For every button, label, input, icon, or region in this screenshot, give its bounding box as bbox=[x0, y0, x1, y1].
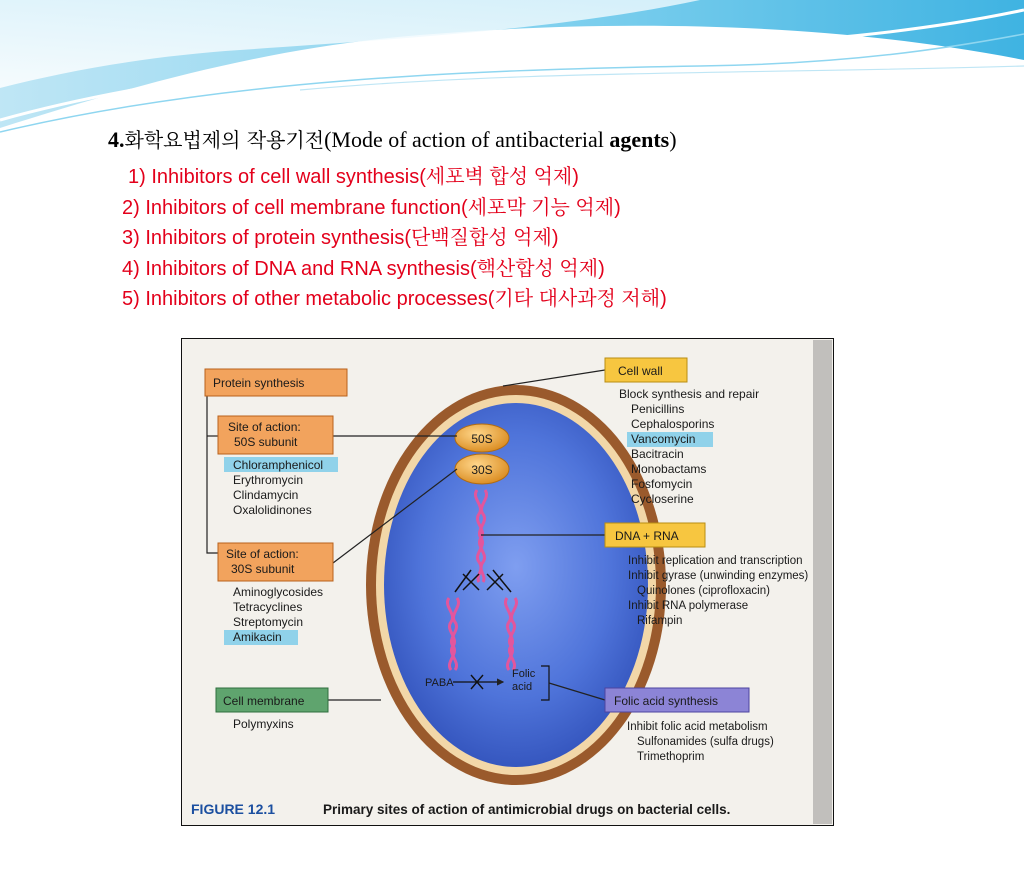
drug-wall-0: Penicillins bbox=[631, 402, 685, 416]
dna-rna-label: DNA + RNA bbox=[615, 529, 679, 543]
folic-acid-synthesis-label: Folic acid synthesis bbox=[614, 694, 719, 708]
drug-wall-1: Cephalosporins bbox=[631, 417, 715, 431]
drug-30s-2: Streptomycin bbox=[233, 615, 304, 629]
dna-line-4: Rifampin bbox=[637, 615, 683, 627]
dna-line-2: Quinolones (ciprofloxacin) bbox=[637, 585, 770, 597]
drug-50s-3: Oxalolidinones bbox=[233, 503, 312, 517]
drug-30s-0: Aminoglycosides bbox=[233, 585, 324, 599]
folic-line-1: Sulfonamides (sulfa drugs) bbox=[637, 736, 774, 748]
list-item: 1) Inhibitors of cell wall synthesis(세포벽 합성 억제) bbox=[128, 166, 579, 188]
drug-50s-0: Chloramphenicol bbox=[233, 458, 324, 472]
dna-line-1: Inhibit gyrase (unwinding enzymes) bbox=[628, 570, 809, 582]
figure-image bbox=[181, 338, 834, 826]
title-number: 4. bbox=[108, 127, 125, 152]
header-wave-decoration bbox=[0, 0, 1024, 140]
drug-wall-3: Bacitracin bbox=[631, 447, 684, 461]
title-english-suffix: ) bbox=[669, 127, 677, 152]
label-30s: 30S bbox=[471, 463, 493, 477]
site-30s-line2: 30S subunit bbox=[231, 562, 295, 576]
list-item: 2) Inhibitors of cell membrane function(세포막 기능 억제) bbox=[122, 196, 621, 219]
folic-acid-label-2: acid bbox=[512, 681, 533, 693]
slide-title bbox=[108, 124, 988, 153]
drug-membrane-0: Polymyxins bbox=[233, 717, 294, 731]
cell-wall-header: Block synthesis and repair bbox=[619, 387, 760, 401]
drug-30s-3: Amikacin bbox=[233, 630, 282, 644]
drug-wall-2: Vancomycin bbox=[631, 432, 696, 446]
folic-line-0: Inhibit folic acid metabolism bbox=[627, 721, 768, 733]
dna-line-0: Inhibit replication and transcription bbox=[628, 555, 803, 567]
drug-wall-6: Cycloserine bbox=[631, 492, 694, 506]
site-50s-line1: Site of action: bbox=[228, 420, 301, 434]
list-item: 3) Inhibitors of protein synthesis(단백질합성 억제) bbox=[122, 227, 559, 249]
drug-30s-1: Tetracyclines bbox=[233, 600, 303, 614]
site-50s-line2: 50S subunit bbox=[234, 435, 298, 449]
cell-membrane-label: Cell membrane bbox=[223, 694, 305, 708]
paba-label: PABA bbox=[425, 677, 454, 689]
antimicrobial-diagram bbox=[181, 338, 834, 826]
inhibitor-list bbox=[122, 162, 667, 315]
protein-synthesis-label: Protein synthesis bbox=[213, 376, 305, 390]
dna-line-3: Inhibit RNA polymerase bbox=[628, 600, 749, 612]
cell-wall-label: Cell wall bbox=[618, 364, 663, 378]
drug-50s-2: Clindamycin bbox=[233, 488, 299, 502]
drug-50s-1: Erythromycin bbox=[233, 473, 304, 487]
list-item: 4) Inhibitors of DNA and RNA synthesis(핵산합성 억제) bbox=[122, 257, 605, 280]
folic-acid-label-1: Folic bbox=[512, 668, 536, 680]
figure-caption-label: FIGURE 12.1 bbox=[191, 801, 276, 817]
list-item: 5) Inhibitors of other metabolic processes(기타 대사과정 저해) bbox=[122, 288, 667, 310]
title-korean: 화학요법제의 작용기전 bbox=[124, 128, 325, 152]
folic-line-2: Trimethoprim bbox=[637, 751, 705, 763]
drug-wall-5: Fosfomycin bbox=[631, 477, 693, 491]
drug-wall-4: Monobactams bbox=[631, 462, 707, 476]
figure-caption-text: Primary sites of action of antimicrobial drugs on bacterial cells. bbox=[323, 802, 731, 817]
title-english-bold: agents bbox=[609, 127, 670, 152]
label-50s: 50S bbox=[471, 432, 493, 446]
title-english: (Mode of action of antibacterial bbox=[324, 127, 610, 152]
site-30s-line1: Site of action: bbox=[226, 547, 299, 561]
